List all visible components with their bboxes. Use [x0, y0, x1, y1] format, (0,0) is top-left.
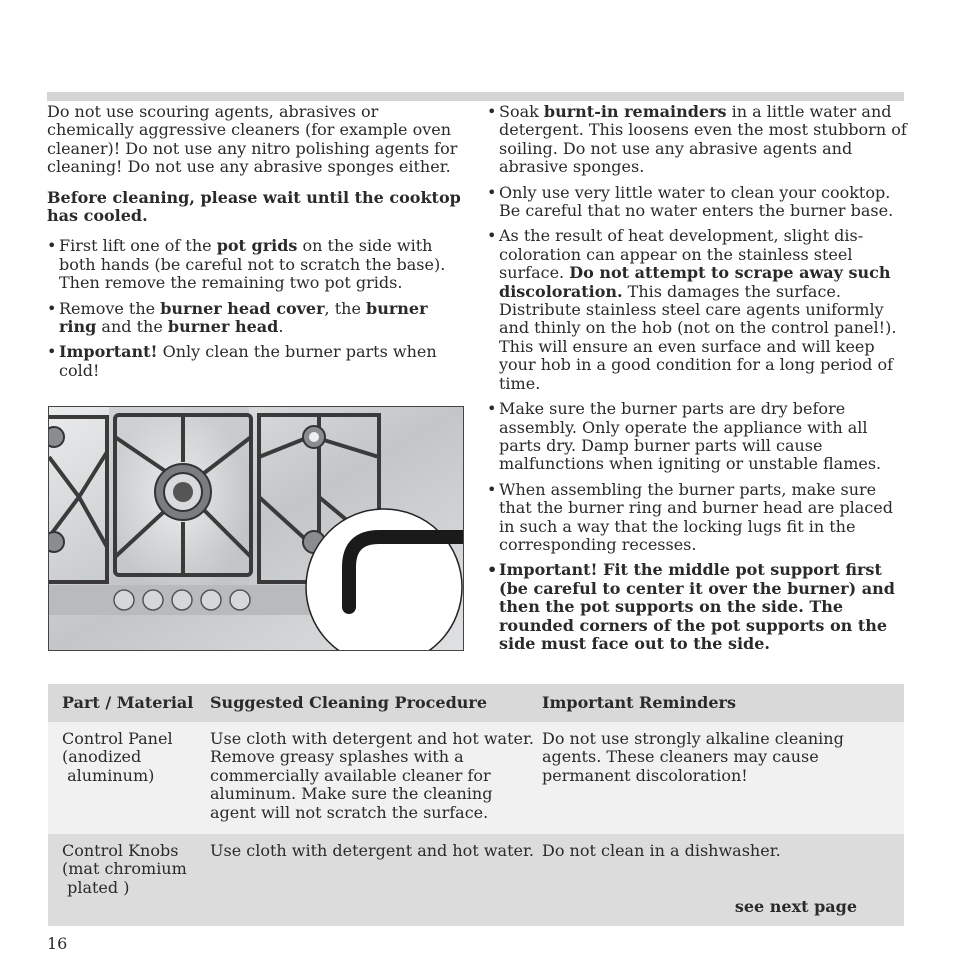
text: and the	[96, 317, 168, 337]
text: , the	[324, 298, 366, 318]
bullet-dot: •	[47, 342, 57, 362]
cell-procedure: Use cloth with detergent and hot water. Remove greasy splashes with a commercially available cleaner for aluminum. Make sure the cleaning agent will not scratch the surface.	[210, 729, 534, 822]
cell-reminder: Do not use strongly alkaline cleaning agents. These cleaners may cause permanent discoloration!	[542, 729, 844, 785]
part-line: (anodized	[62, 747, 142, 767]
top-rule	[47, 92, 904, 101]
cell-part	[48, 834, 210, 897]
header-part: Part / Material	[62, 692, 194, 712]
text-bold: burner head	[167, 317, 279, 337]
bullet-remove-parts	[47, 300, 467, 337]
text-bold: burnt-in remainders	[543, 102, 727, 121]
bullet-discoloration	[487, 227, 907, 393]
text: Only clean the burner parts when cold!	[59, 342, 437, 380]
cooling-heading: Before cleaning, please wait until the cooktop has cooled.	[47, 187, 461, 226]
text-bold: Do not attempt to scrape away such discoloration.	[499, 263, 891, 301]
text: Only use very little water to clean your cooktop. Be careful that no water enters the burner base.	[499, 182, 894, 221]
text: When assembling the burner parts, make sure that the burner ring and burner head are placed in such a way that the locking lugs fit in the corresponding recesses.	[499, 479, 894, 554]
cell-part	[48, 722, 210, 785]
bullet-little-water	[487, 184, 907, 221]
text-bold: pot grids	[216, 236, 298, 256]
bullet-dot: •	[487, 560, 498, 580]
bullet-dot: •	[487, 226, 497, 246]
text: This damages the surface. Distribute stainless steel care agents uniformly and thinly on the hob (not on the control panel!). This will ensure an even surface and will keep your hob in a good condition for a long period of time.	[499, 281, 897, 393]
part-line: Control Knobs	[62, 841, 179, 860]
text-bold: burner ring	[59, 298, 428, 337]
bullet-soak	[487, 103, 907, 177]
cell-reminder: Do not clean in a dishwasher.	[542, 841, 781, 860]
page-number: 16	[47, 934, 68, 953]
bullet-important-cold	[47, 343, 467, 380]
left-column	[47, 103, 467, 387]
text: First lift one of the	[59, 236, 217, 256]
text: Soak	[499, 102, 544, 121]
bullet-dot: •	[487, 182, 497, 202]
cell-procedure: Use cloth with detergent and hot water.	[210, 841, 534, 860]
text: As the result of heat development, slight dis-coloration can appear on the stainless steel surface.	[499, 226, 864, 283]
bullet-dot: •	[47, 298, 57, 318]
cooktop-illustration	[48, 406, 464, 651]
part-line: plated )	[62, 877, 130, 897]
table-header-row	[48, 684, 904, 722]
text: Remove the	[59, 298, 161, 318]
text: in a little water and detergent. This loosens even the most stubborn of soiling. Do not use any abrasive agents and abrasive sponges.	[499, 102, 907, 177]
see-next-page: see next page	[734, 896, 857, 916]
bullet-lift-grids	[47, 237, 467, 292]
header-reminders: Important Reminders	[542, 692, 736, 712]
part-line: Control Panel	[62, 729, 173, 748]
part-line: (mat chromium	[62, 859, 187, 879]
part-line: aluminum)	[62, 765, 155, 785]
intro-paragraph: Do not use scouring agents, abrasives or chemically aggressive cleaners (for example oven cleaner)! Do not use any nitro polishing agents for cleaning! Do not use any abrasive sponges either.	[47, 102, 458, 177]
text-bold: Important!	[59, 342, 158, 362]
table-row	[48, 834, 904, 926]
bullet-dot: •	[487, 102, 497, 121]
text-bold: burner head cover	[160, 298, 325, 318]
cleaning-table	[48, 684, 904, 926]
text: .	[278, 317, 284, 337]
text-bold: Important!	[499, 560, 598, 580]
text: Make sure the burner parts are dry before assembly. Only operate the appliance with all parts dry. Damp burner parts will cause malfunctions when igniting or unstable flames.	[499, 399, 882, 474]
bullet-assembling	[487, 481, 907, 555]
bullet-dot: •	[487, 399, 497, 419]
bullet-important-fit	[487, 561, 907, 653]
bullet-dot: •	[47, 236, 57, 256]
text-bold: Fit the middle pot support first (be careful to center it over the burner) and then the pot supports on the side. The rounded corners of the pot supports on the side must face out to the side.	[499, 560, 895, 653]
text: on the side with both hands (be careful not to scratch the base). Then remove the remaining two pot grids.	[59, 236, 446, 293]
table-row	[48, 722, 904, 834]
right-column	[487, 103, 907, 660]
bullet-dry-parts	[487, 400, 907, 474]
bullet-dot: •	[487, 479, 497, 499]
header-procedure: Suggested Cleaning Procedure	[210, 692, 488, 712]
